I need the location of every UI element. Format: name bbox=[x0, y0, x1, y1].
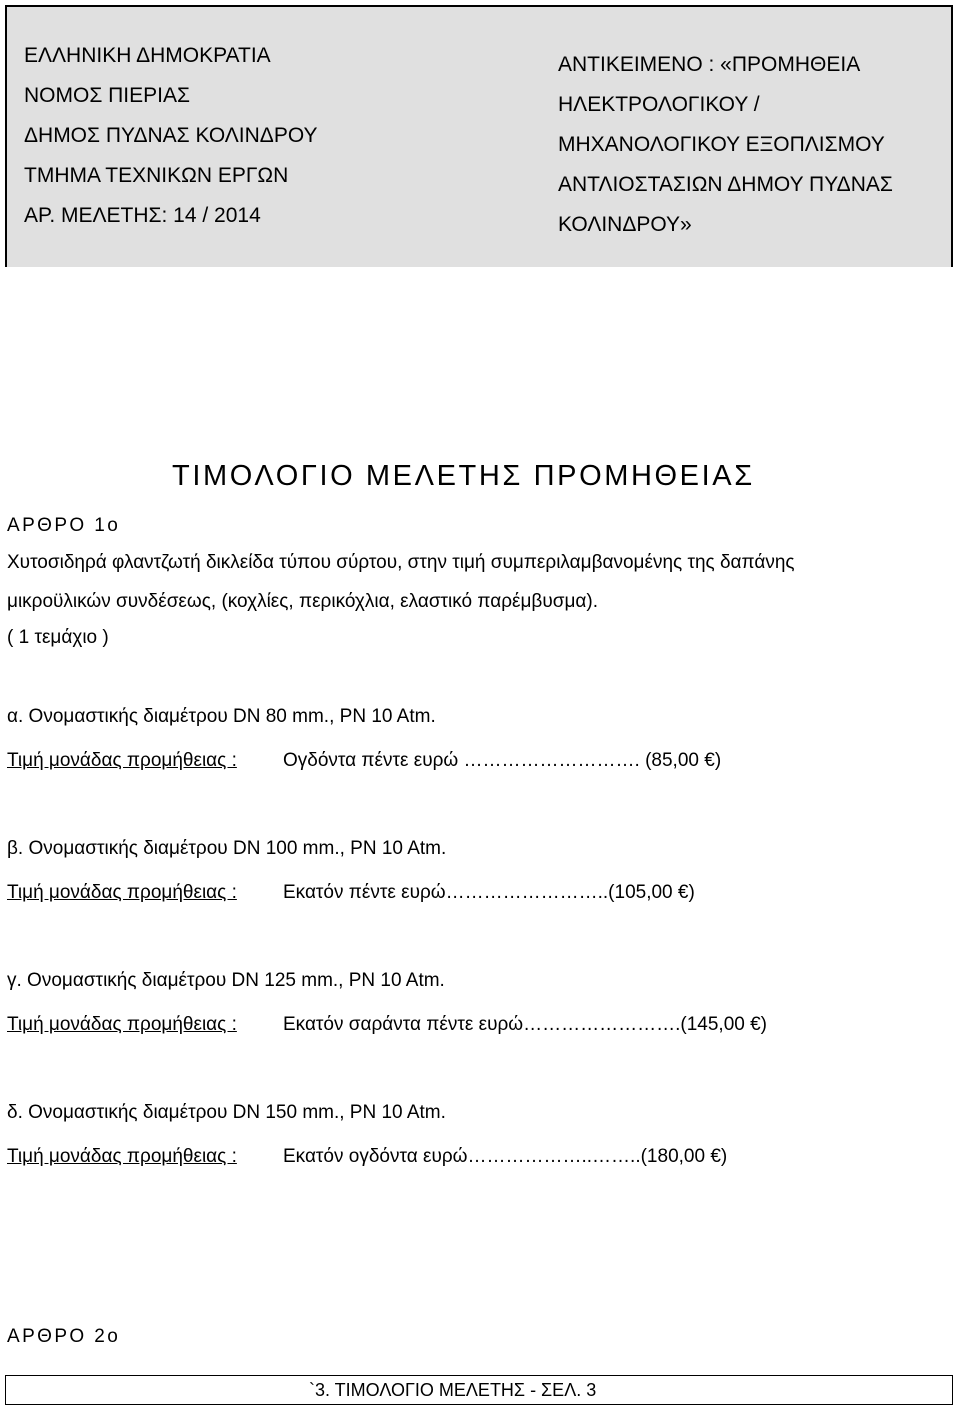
subject-line-4: ΑΝΤΛΙΟΣΤΑΣΙΩΝ ΔΗΜΟΥ ΠΥΔΝΑΣ bbox=[558, 173, 893, 196]
authority-line-prefecture: ΝΟΜΟΣ ΠΙΕΡΙΑΣ bbox=[24, 84, 190, 107]
subject-block bbox=[558, 45, 893, 245]
footer-label bbox=[309, 1380, 596, 1401]
item-d-price-text: Εκατόν ογδόντα ευρώ………………..……..(180,00 €) bbox=[283, 1146, 728, 1167]
item-c-price-text: Εκατόν σαράντα πέντε ευρώ…………………….(145,00 €) bbox=[283, 1014, 768, 1035]
subject-line-5: ΚΟΛΙΝΔΡΟΥ» bbox=[558, 213, 692, 236]
article-1-heading: ΑΡΘΡΟ 1ο bbox=[7, 515, 121, 536]
authority-block bbox=[24, 36, 318, 236]
item-b-price-text: Εκατόν πέντε ευρώ……………………..(105,00 €) bbox=[283, 882, 695, 903]
item-d-spec: δ. Ονομαστικής διαμέτρου DN 150 mm., PN 10 Atm. bbox=[7, 1102, 446, 1123]
subject-line-2: ΗΛΕΚΤΡΟΛΟΓΙΚΟΥ / bbox=[558, 93, 760, 116]
item-c-price-label: Τιμή μονάδας προμήθειας : bbox=[7, 1014, 237, 1035]
article-2-heading: ΑΡΘΡΟ 2ο bbox=[7, 1326, 121, 1347]
authority-line-municipality: ΔΗΜΟΣ ΠΥΔΝΑΣ ΚΟΛΙΝΔΡΟΥ bbox=[24, 124, 318, 147]
authority-line-department: ΤΜΗΜΑ ΤΕΧΝΙΚΩΝ ΕΡΓΩΝ bbox=[24, 164, 289, 187]
study-number: ΑΡ. ΜΕΛΕΤΗΣ: 14 / 2014 bbox=[24, 204, 261, 227]
page-number: 3 bbox=[586, 1380, 597, 1400]
footer-title: `3. ΤΙΜΟΛΟΓΙΟ ΜΕΛΕΤΗΣ - ΣΕΛ. bbox=[309, 1380, 582, 1400]
item-b-price-label: Τιμή μονάδας προμήθειας : bbox=[7, 882, 237, 903]
item-a-spec: α. Ονομαστικής διαμέτρου DN 80 mm., PN 10 Atm. bbox=[7, 706, 436, 727]
header-box bbox=[5, 5, 953, 267]
item-a-price-row bbox=[7, 750, 722, 772]
page-footer bbox=[5, 1375, 953, 1405]
article-1-quantity: ( 1 τεμάχιο ) bbox=[7, 627, 109, 648]
document-title: ΤΙΜΟΛΟΓΙΟ ΜΕΛΕΤΗΣ ΠΡΟΜΗΘΕΙΑΣ bbox=[172, 460, 755, 492]
item-b-spec: β. Ονομαστικής διαμέτρου DN 100 mm., PN 10 Atm. bbox=[7, 838, 447, 859]
item-a-price-text: Ογδόντα πέντε ευρώ ………………………. (85,00 €) bbox=[283, 750, 722, 771]
subject-line-3: ΜΗΧΑΝΟΛΟΓΙΚΟΥ ΕΞΟΠΛΙΣΜΟΥ bbox=[558, 133, 885, 156]
article-1-description-line-1: Χυτοσιδηρά φλαντζωτή δικλείδα τύπου σύρτου, στην τιμή συμπεριλαμβανομένης της δαπάνης bbox=[7, 552, 795, 573]
item-a-price-label: Τιμή μονάδας προμήθειας : bbox=[7, 750, 237, 771]
item-b-price-row bbox=[7, 882, 695, 904]
authority-line-country: ΕΛΛΗΝΙΚΗ ΔΗΜΟΚΡΑΤΙΑ bbox=[24, 44, 271, 67]
item-d-price-row bbox=[7, 1146, 728, 1168]
item-c-price-row bbox=[7, 1014, 768, 1036]
article-1-description-line-2: μικροϋλικών συνδέσεως, (κοχλίες, περικόχλια, ελαστικό παρέμβυσμα). bbox=[7, 591, 599, 612]
item-d-price-label: Τιμή μονάδας προμήθειας : bbox=[7, 1146, 237, 1167]
item-c-spec: γ. Ονομαστικής διαμέτρου DN 125 mm., PN 10 Atm. bbox=[7, 970, 445, 991]
subject-line-1: ΑΝΤΙΚΕΙΜΕΝΟ : «ΠΡΟΜΗΘΕΙΑ bbox=[558, 53, 861, 76]
